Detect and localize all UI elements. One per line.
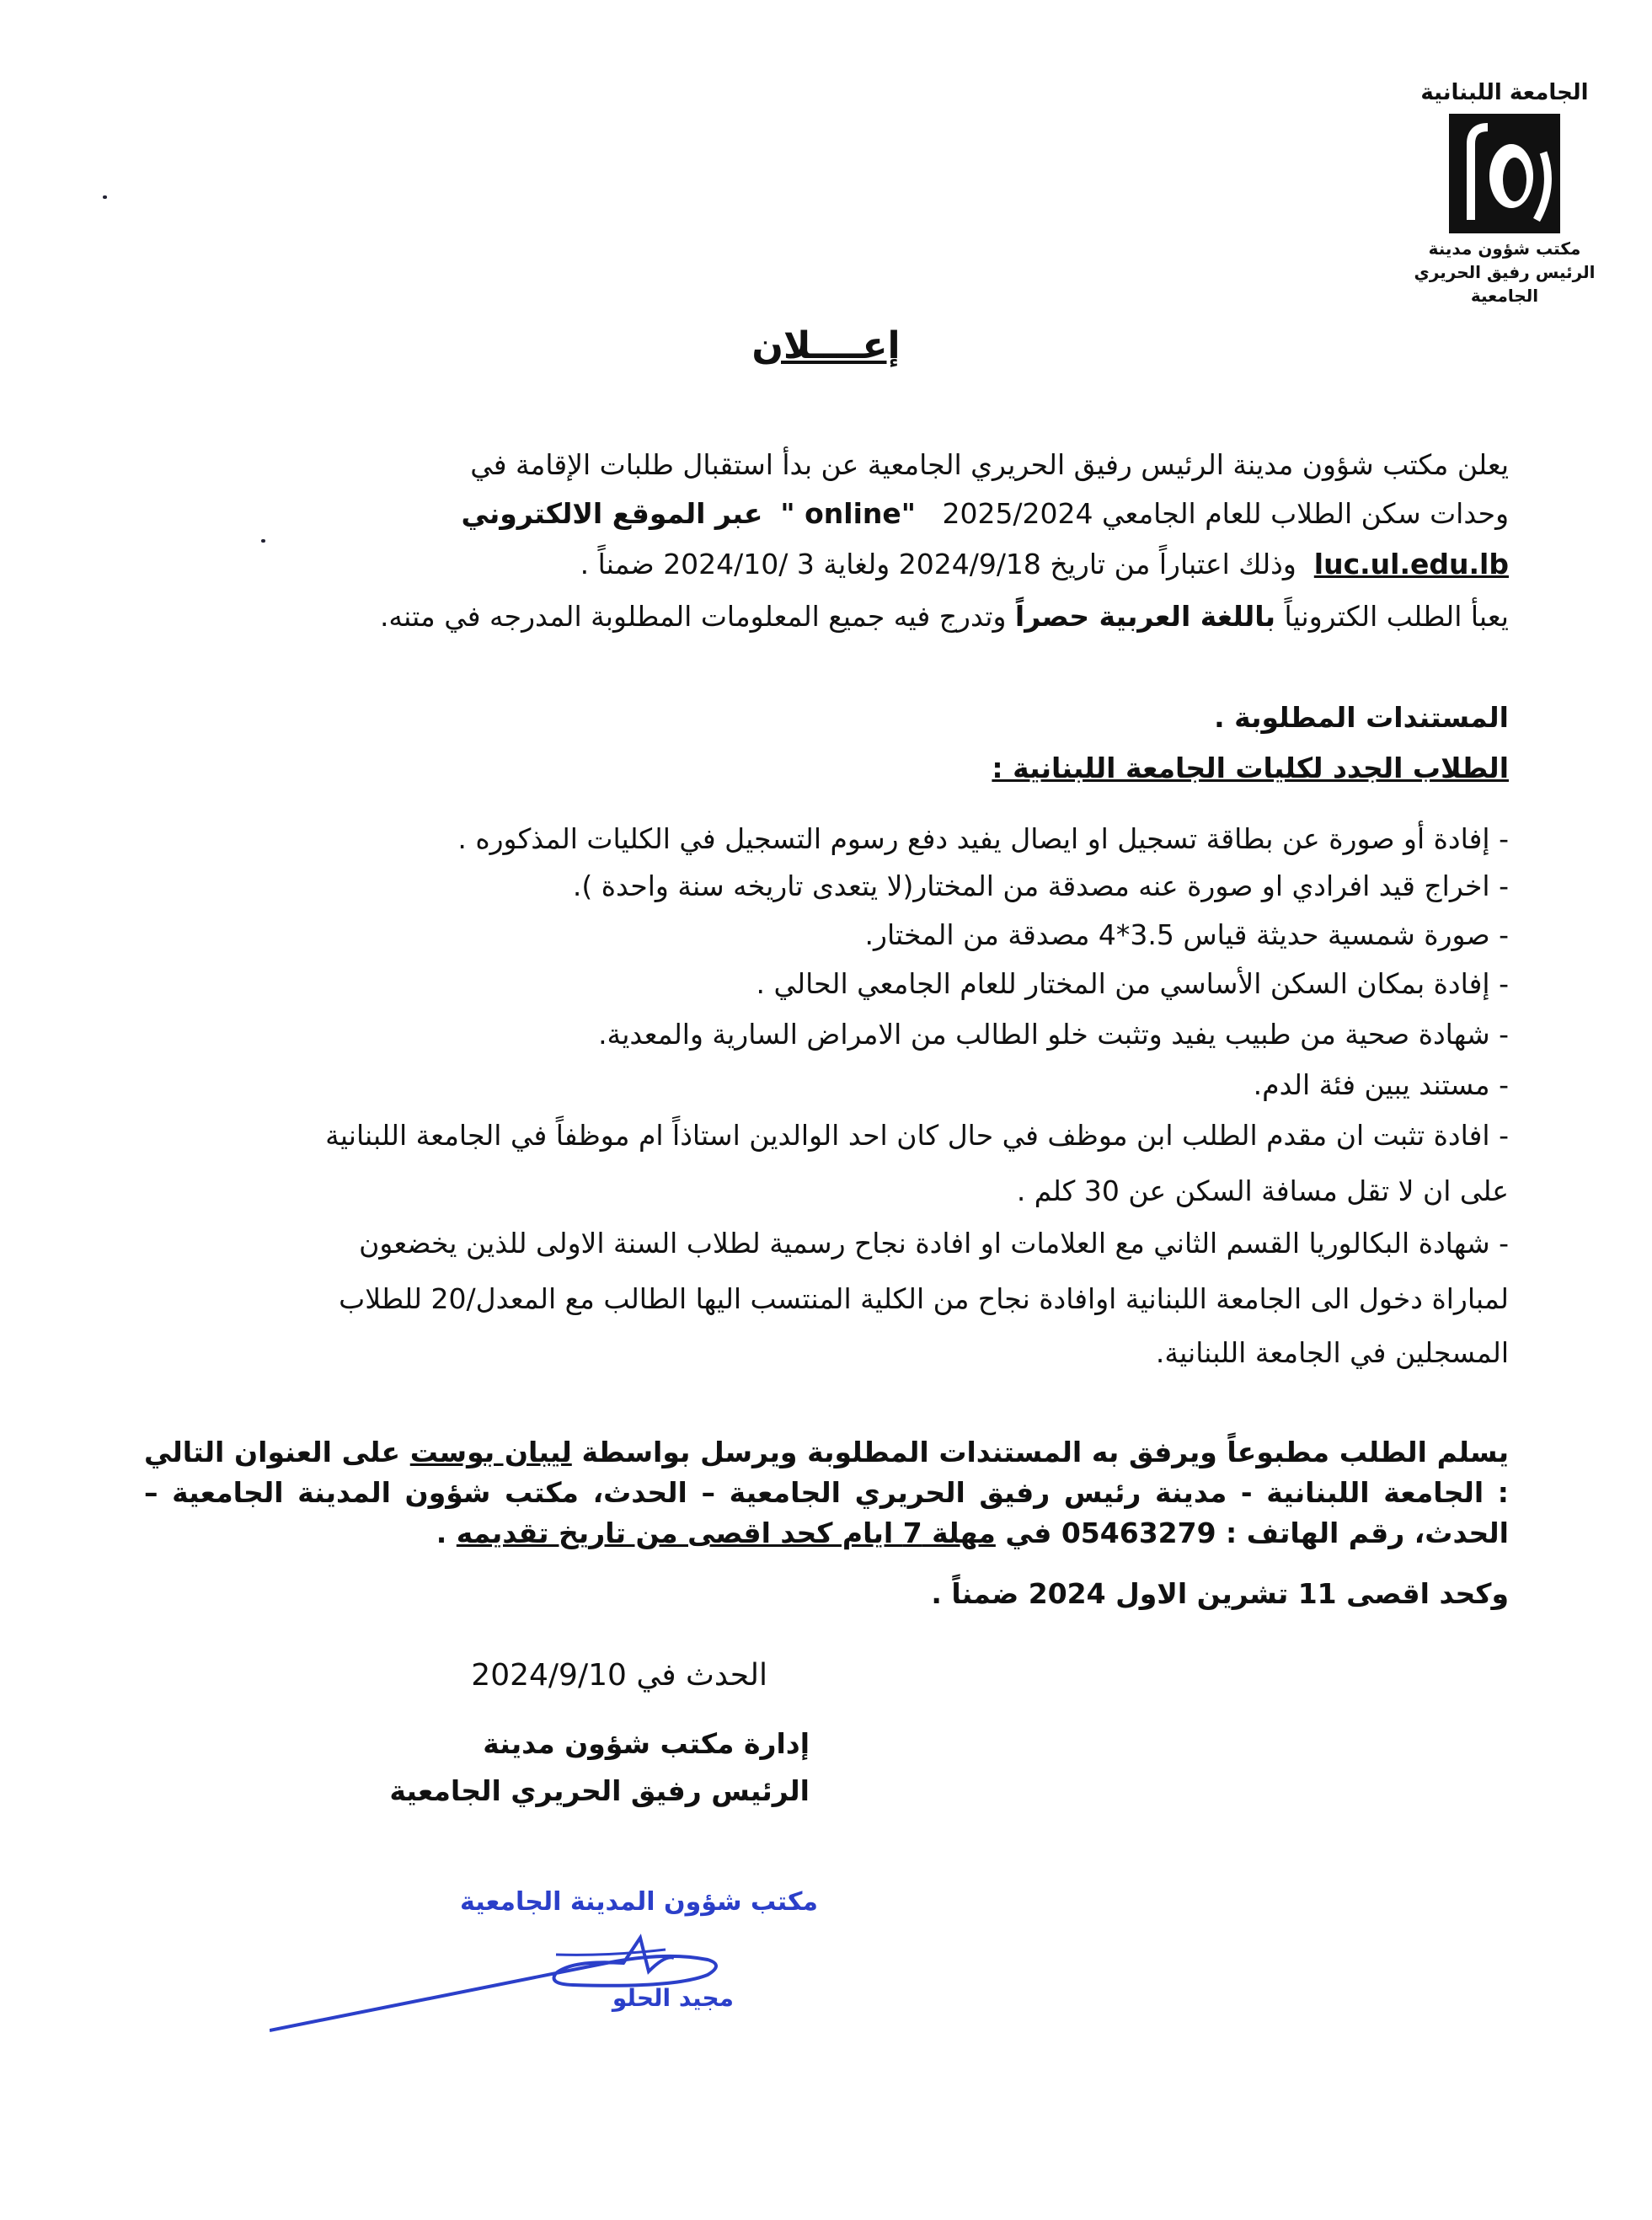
document-item: - صورة شمسية حديثة قياس 3.5*4 مصدقة من المختار. [864, 918, 1509, 951]
document-item: - شهادة البكالوريا القسم الثاني مع العلامات او افادة نجاح رسمية لطلاب السنة الاولى للذين يخضعون [359, 1227, 1509, 1260]
logo-university-name: الجامعة اللبنانية [1420, 80, 1589, 105]
submission-end: . [436, 1517, 447, 1549]
logo-office-line1: مكتب شؤون مدينة [1428, 238, 1581, 259]
handwritten-signature-icon [270, 1904, 741, 2039]
intro-line1: يعلن مكتب شؤون مدينة الرئيس رفيق الحريري الجامعية عن بدأ استقبال طلبات الإقامة في [470, 448, 1509, 481]
document-item: - مستند يبين فئة الدم. [1253, 1068, 1509, 1101]
scan-speck [261, 539, 265, 543]
submission-address: على العنوان التالي : الجامعة اللبنانية - مدينة رئيس رفيق الحريري الجامعية – الحدث، مكتب شؤون المدينة الجامعية – الحدث، رقم الهاتف : 05463279 في [144, 1436, 1509, 1549]
intro-line3 [144, 546, 1509, 583]
intro-line2 [144, 495, 1509, 532]
logo-office-line2: الرئيس رفيق الحريري [1414, 262, 1596, 282]
announcement-title: إعــــلان [751, 324, 901, 367]
stamp-person-name: مجيد الحلو [612, 1984, 734, 2012]
online-label: " online" [780, 497, 916, 530]
lebanese-university-logo-icon [1437, 110, 1572, 237]
signatory-line2: الرئيس رفيق الحريري الجامعية [389, 1774, 810, 1807]
submission-text: يسلم الطلب مطبوعاً ويرفق به المستندات المطلوبة ويرسل بواسطة [581, 1436, 1509, 1468]
scan-speck [103, 195, 107, 199]
intro-line2-text: وحدات سكن الطلاب للعام الجامعي 2025/2024 [942, 497, 1509, 530]
libanpost-label: ليبان بوست [409, 1436, 572, 1468]
logo-office-line3: الجامعية [1470, 286, 1539, 306]
online-website-label: عبر الموقع الالكتروني [461, 497, 763, 530]
intro-line4-post: وتدرج فيه جميع المعلومات المطلوبة المدرجه في متنه. [379, 600, 1007, 633]
submission-deadline: مهلة 7 ايام كحد اقصى من تاريخ تقديمه [456, 1517, 996, 1549]
submission-paragraph [144, 1432, 1509, 1554]
document-item: - إفادة أو صورة عن بطاقة تسجيل او ايصال يفيد دفع رسوم التسجيل في الكليات المذكوره . [457, 822, 1509, 855]
final-deadline: وكحد اقصى 11 تشرين الاول 2024 ضمناً . [931, 1577, 1509, 1610]
document-item: - شهادة صحية من طبيب يفيد وتثبت خلو الطالب من الامراض السارية والمعدية. [598, 1018, 1509, 1051]
intro-dates: وذلك اعتباراً من تاريخ 2024/9/18 ولغاية 3 /2024/10 ضمناً . [580, 548, 1296, 580]
document-item: - إفادة بمكان السكن الأساسي من المختار للعام الجامعي الحالي . [756, 967, 1509, 1000]
document-item-continued: لمباراة دخول الى الجامعة اللبنانية اوافادة نجاح من الكلية المنتسب اليها الطالب مع المعدل/20 للطلاب [339, 1282, 1509, 1315]
place-date: الحدث في 2024/9/10 [471, 1658, 767, 1693]
signatory-line1: إدارة مكتب شؤون مدينة [483, 1727, 810, 1760]
intro-line4-pre: يعبأ الطلب الكترونياً [1284, 600, 1509, 633]
intro-line4 [144, 598, 1509, 635]
documents-subheading: الطلاب الجدد لكليات الجامعة اللبنانية : [992, 752, 1509, 784]
document-item: - اخراج قيد افرادي او صورة عنه مصدقة من المختار(لا يتعدى تاريخه سنة واحدة ). [572, 869, 1509, 902]
document-item-continued: على ان لا تقل مسافة السكن عن 30 كلم . [1016, 1174, 1509, 1207]
university-logo-block [1408, 80, 1601, 308]
website-link[interactable]: luc.ul.edu.lb [1313, 548, 1509, 580]
documents-heading: المستندات المطلوبة . [1214, 701, 1509, 734]
stamp-office-name: مكتب شؤون المدينة الجامعية [460, 1887, 818, 1917]
document-item: - افادة تثبت ان مقدم الطلب ابن موظف في حال كان احد الوالدين استاذاً ام موظفاً في الجامعة اللبنانية [325, 1119, 1509, 1152]
arabic-only-note: باللغة العربية حصراً [1014, 600, 1276, 633]
document-item-continued: المسجلين في الجامعة اللبنانية. [1155, 1336, 1509, 1369]
